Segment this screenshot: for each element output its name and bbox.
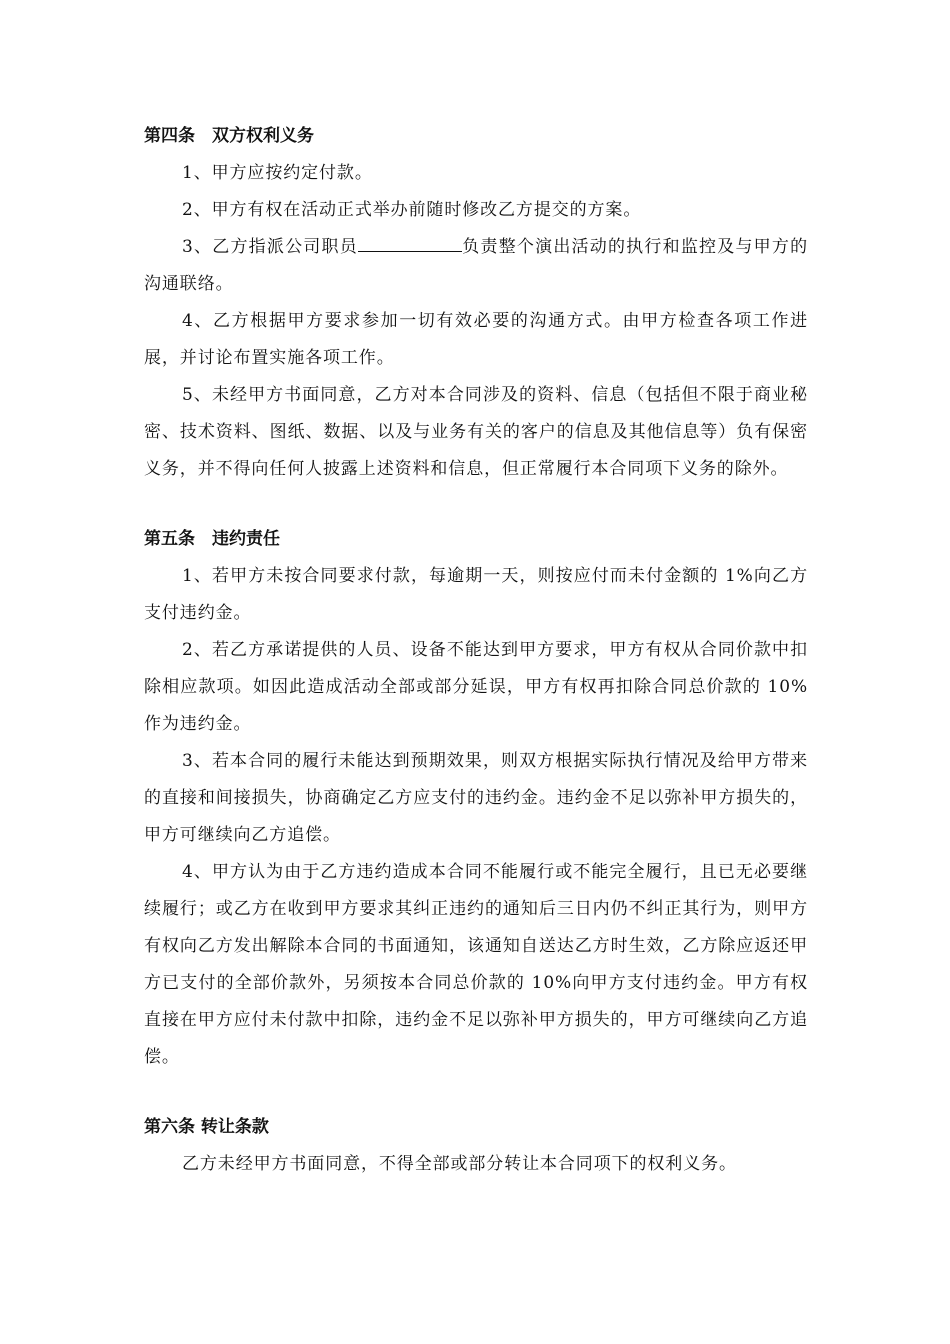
section-5-clause-2: 2、若乙方承诺提供的人员、设备不能达到甲方要求，甲方有权从合同价款中扣除相应款项。如因此造成活动全部或部分延误，甲方有权再扣除合同总价款的 10%作为违约金。 (144, 640, 808, 734)
section-6-heading: 第六条 转让条款 (144, 1117, 269, 1137)
section-5-clause-4: 4、甲方认为由于乙方违约造成本合同不能履行或不能完全履行，且已无必要继续履行；或乙方在收到甲方要求其纠正违约的通知后三日内仍不纠正其行为，则甲方有权向乙方发出解除本合同的书面通知，该通知自送达乙方时生效，乙方除应返还甲方已支付的全部价款外，另须按本合同总价款的 10%向甲方支付违约金。甲方有权直接在甲方应付未付款中扣除，违约金不足以弥补甲方损失的，甲方可继续向乙方追偿。 (144, 862, 808, 1067)
section-5-clause-3: 3、若本合同的履行未能达到预期效果，则双方根据实际执行情况及给甲方带来的直接和间接损失，协商确定乙方应支付的违约金。违约金不足以弥补甲方损失的，甲方可继续向乙方追偿。 (144, 751, 808, 845)
section-4-clause-3-text-after: 负责整个演出活动的执行和监控及与甲方的沟通联络。 (144, 237, 808, 294)
staff-name-blank (358, 235, 462, 252)
section-5-clause-1: 1、若甲方未按合同要求付款，每逾期一天，则按应付而未付金额的 1%向乙方支付违约金。 (144, 566, 808, 623)
contract-body (144, 118, 808, 1183)
section-4-clause-3-text-before: 3、乙方指派公司职员 (182, 237, 358, 257)
section-4-clause-2: 2、甲方有权在活动正式举办前随时修改乙方提交的方案。 (182, 200, 642, 220)
section-4-heading: 第四条 双方权利义务 (144, 126, 314, 146)
section-4-clause-3 (144, 229, 808, 303)
section-4-clause-1: 1、甲方应按约定付款。 (182, 163, 373, 183)
section-spacer (144, 1076, 808, 1109)
section-4-clause-4: 4、乙方根据甲方要求参加一切有效必要的沟通方式。由甲方检查各项工作进展，并讨论布置实施各项工作。 (144, 311, 808, 368)
section-5-heading: 第五条 违约责任 (144, 529, 280, 549)
section-4-clause-5: 5、未经甲方书面同意，乙方对本合同涉及的资料、信息（包括但不限于商业秘密、技术资料、图纸、数据、以及与业务有关的客户的信息及其他信息等）负有保密义务，并不得向任何人披露上述资料和信息，但正常履行本合同项下义务的除外。 (144, 385, 808, 479)
section-spacer (144, 488, 808, 521)
section-6-clause-1: 乙方未经甲方书面同意，不得全部或部分转让本合同项下的权利义务。 (182, 1154, 737, 1174)
